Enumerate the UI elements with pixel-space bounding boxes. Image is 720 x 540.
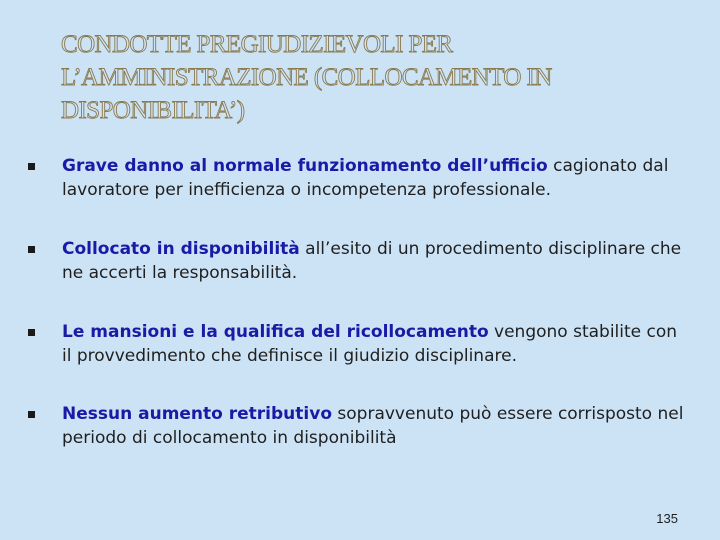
bullet-emphasis: Le mansioni e la qualifica del ricollocamento [62, 322, 489, 342]
title-line-3: DISPONIBILITA’) [61, 97, 245, 124]
square-bullet-icon [28, 246, 35, 253]
bullet-item [62, 237, 687, 285]
bullet-text: vengono stabilite con il provvedimento che definisce il giudizio disciplinare. [62, 322, 678, 366]
bullet-emphasis: Nessun aumento retributivo [62, 404, 332, 424]
slide-title [61, 28, 681, 127]
bullet-item [62, 402, 687, 450]
bullet-item [62, 154, 687, 202]
square-bullet-icon [28, 411, 35, 418]
bullet-emphasis: Grave danno al normale funzionamento dell’ufficio [62, 156, 548, 176]
title-line-1: CONDOTTE PREGIUDIZIEVOLI PER [61, 31, 453, 58]
bullet-text: all’esito di un procedimento disciplinare che ne accerti la responsabilità. [62, 239, 682, 283]
square-bullet-icon [28, 163, 35, 170]
bullet-item [62, 320, 687, 368]
bullet-text: sopravvenuto può essere corrisposto nel periodo di collocamento in disponibilità [62, 404, 684, 448]
bullet-text: cagionato dal lavoratore per inefficienza o incompetenza professionale. [62, 156, 669, 200]
title-line-2: L’AMMINISTRAZIONE (COLLOCAMENTO IN [61, 64, 552, 91]
page-number: 135 [656, 511, 678, 526]
bullet-emphasis: Collocato in disponibilità [62, 239, 300, 259]
square-bullet-icon [28, 329, 35, 336]
